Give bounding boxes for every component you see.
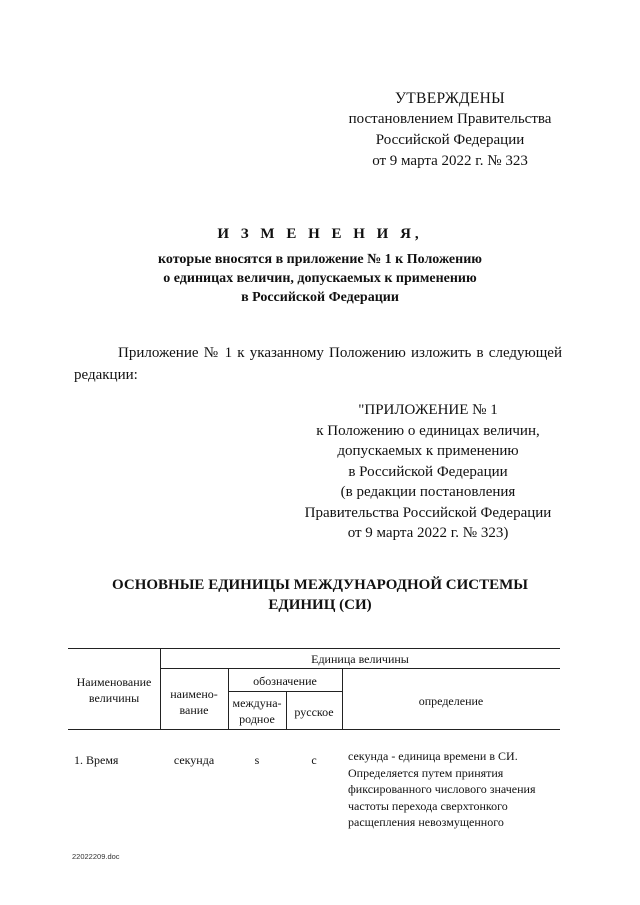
definition-line: расщепления невозмущенного	[348, 815, 504, 829]
approval-line: Российской Федерации	[375, 132, 525, 148]
header-unit-name	[160, 686, 228, 718]
appendix-line: в Российской Федерации	[348, 463, 508, 480]
cell-unit: секунда	[173, 753, 215, 767]
header-text: величины	[88, 691, 140, 705]
appendix-line: от 9 марта 2022 г. № 323)	[347, 525, 509, 541]
section-title-line: ЕДИНИЦ (СИ)	[268, 597, 372, 613]
header-text: наимено-	[170, 687, 218, 701]
approval-line: от 9 марта 2022 г. № 323	[372, 153, 528, 169]
table-rule	[160, 668, 560, 669]
header-international	[228, 695, 286, 727]
changes-title: И З М Е Н Е Н И Я,	[217, 226, 423, 242]
approval-line: постановлением Правительства	[348, 111, 552, 127]
definition-line: частоты перехода сверхтонкого	[348, 798, 508, 813]
appendix-line: "ПРИЛОЖЕНИЕ № 1	[358, 402, 498, 418]
footer-filename: 22022209.doc	[72, 852, 120, 861]
paragraph-line: редакции:	[74, 367, 138, 383]
changes-subtitle-line: о единицах величин, допускаемых к применению	[163, 271, 477, 286]
changes-subtitle-line: в Российской Федерации	[241, 290, 399, 305]
paragraph-line: Приложение № 1 к указанному Положению изложить в следующей	[118, 345, 562, 361]
header-text: междуна-	[232, 696, 282, 710]
section-title-line: ОСНОВНЫЕ ЕДИНИЦЫ МЕЖДУНАРОДНОЙ СИСТЕМЫ	[112, 577, 528, 593]
definition-line: секунда - единица времени в СИ.	[348, 749, 518, 763]
table-rule	[228, 691, 342, 692]
header-designation: обозначение	[253, 674, 317, 688]
cell-international: s	[254, 753, 260, 767]
table-rule	[68, 648, 560, 649]
changes-subtitle-line: которые вносятся в приложение № 1 к Положению	[158, 252, 482, 267]
header-definition: определение	[418, 694, 484, 708]
header-text: вание	[179, 703, 209, 717]
table-rule	[68, 729, 560, 730]
appendix-line: к Положению о единицах величин,	[316, 422, 540, 439]
appendix-line: (в редакции постановления	[340, 484, 516, 500]
cell-definition	[348, 748, 536, 831]
header-text: Наименование	[76, 675, 152, 689]
approval-title: УТВЕРЖДЕНЫ	[395, 90, 505, 107]
definition-line: Определяется путем принятия	[348, 765, 504, 780]
appendix-line: допускаемых к применению	[337, 443, 519, 459]
cell-quantity: 1. Время	[74, 753, 119, 767]
definition-line: фиксированного числового значения	[348, 782, 536, 796]
header-russian: русское	[294, 705, 334, 719]
header-unit-of-quantity: Единица величины	[311, 652, 409, 666]
appendix-line: Правительства Российской Федерации	[304, 504, 552, 521]
header-text: родное	[239, 712, 275, 726]
cell-russian: с	[311, 753, 317, 767]
header-quantity-name	[68, 674, 160, 706]
